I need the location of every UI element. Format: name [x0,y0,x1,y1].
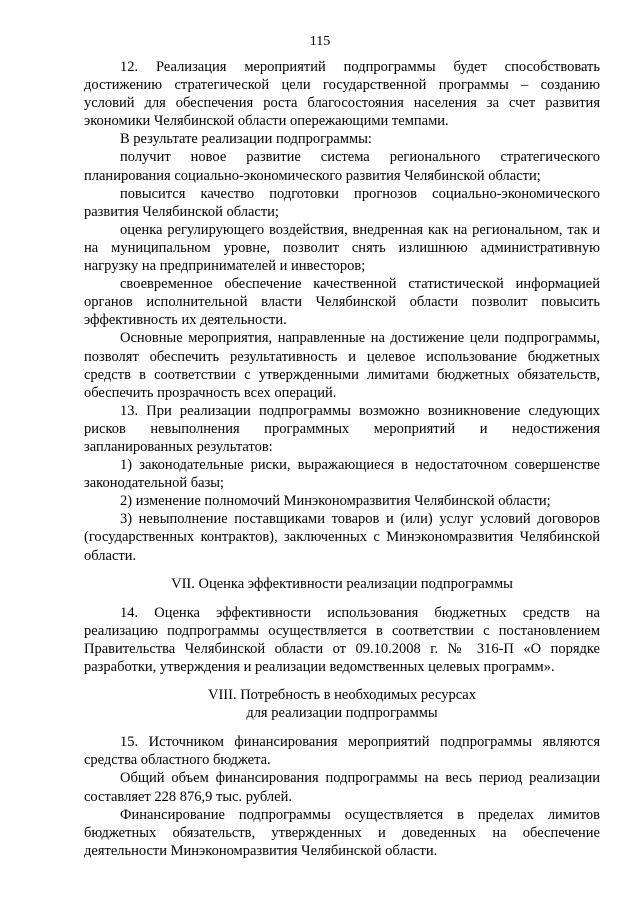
page-number: 115 [309,34,331,49]
section-heading-8-line-2: для реализации подпрограммы [246,705,438,722]
paragraph-main-measures: Основные мероприятия, направленные на достижение цели подпрограммы, позволят обеспечить результативность и целевое использование бюджетных средств в соответствии с утвержденными лимитами бюджетных обязательств, обеспечить прозрачность всех операций. [84,330,600,401]
paragraph-12: 12. Реализация мероприятий подпрограммы будет способствовать достижению стратегической цели государственной программы – созданию условий для обеспечения роста благосостояния населения за счет развития экономики Челябинской области опережающими темпами. [84,59,600,130]
section-heading-8 [84,686,600,722]
paragraph-result-3: оценка регулирующего воздействия, внедренная как на региональном, так и на муниципальном уровне, позволит снять излишнюю административную нагрузку на предпринимателей и инвесторов; [84,221,600,275]
paragraph-result-4: своевременное обеспечение качественной статистической информацией органов исполнительной власти Челябинской области позволит повысить эффективность их деятельности. [84,276,600,329]
paragraph-13-item-1: 1) законодательные риски, выражающиеся в недостаточном совершенстве законодательной базы; [84,457,600,492]
section-heading-7: VII. Оценка эффективности реализации подпрограммы [171,575,513,592]
paragraph-total-financing: Общий объем финансирования подпрограммы на весь период реализации составляет 228 876,9 тыс. рублей. [84,770,600,805]
paragraph-13-item-3: 3) невыполнение поставщиками товаров и (или) услуг условий договоров (государственных контрактов), заключенных с Минэкономразвития Челябинской области. [84,511,600,564]
document-body [84,58,600,860]
section-heading-8-line-1: VIII. Потребность в необходимых ресурсах [208,687,476,704]
paragraph-result-1: получит новое развитие система регионального стратегического планирования социально-экономического развития Челябинской области; [84,149,600,184]
paragraph-13: 13. При реализации подпрограммы возможно возникновение следующих рисков невыполнения программных мероприятий и недостижения запланированных результатов: [84,402,600,455]
paragraph-13-item-2: 2) изменение полномочий Минэкономразвития Челябинской области; [120,493,551,510]
paragraph-15: 15. Источником финансирования мероприятий подпрограммы являются средства областного бюджета. [84,734,600,769]
paragraph-financing-limits: Финансирование подпрограммы осуществляется в пределах лимитов бюджетных обязательств, утвержденных и доведенных на обеспечение деятельности Минэкономразвития Челябинской области. [84,806,600,859]
paragraph-result-2: повысится качество подготовки прогнозов социально-экономического развития Челябинской области; [84,185,600,220]
paragraph-result-intro: В результате реализации подпрограммы: [120,131,372,148]
paragraph-14: 14. Оценка эффективности использования бюджетных средств на реализацию подпрограммы осуществляется в соответствии с постановлением Правительства Челябинской области от 09.10.2008 г. № 316-П «О порядке разработки, утверждения и реализации ведомственных целевых программ». [84,604,600,675]
